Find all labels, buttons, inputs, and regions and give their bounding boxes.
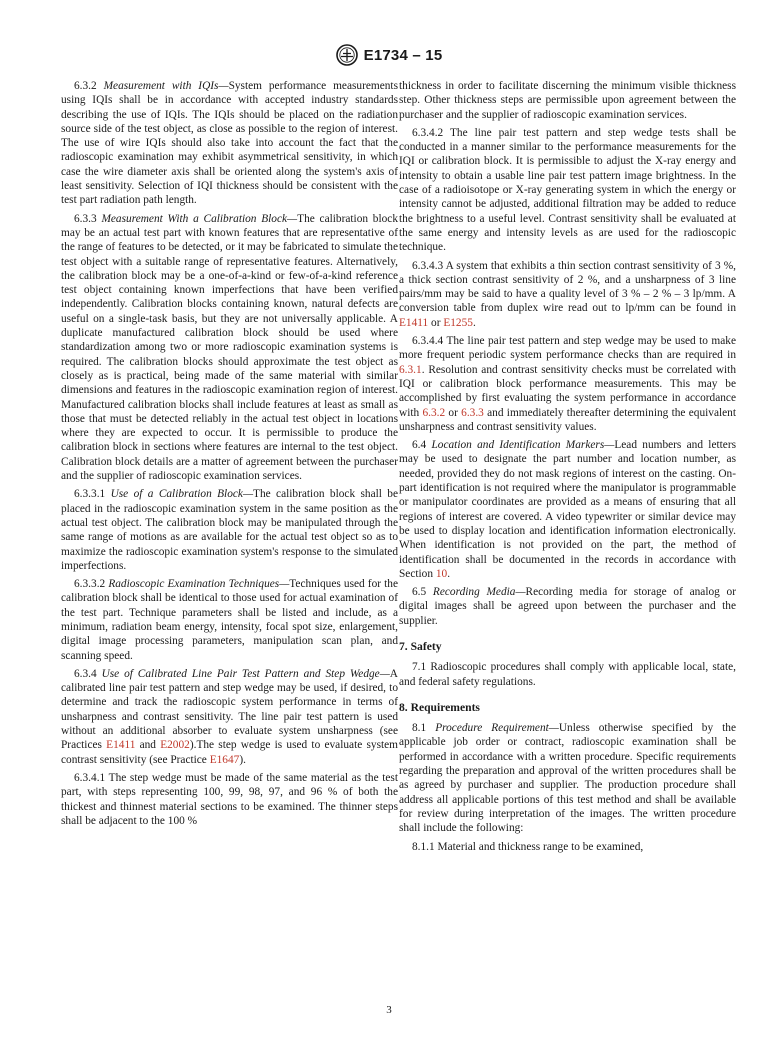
link-e1411[interactable]: E1411 — [106, 739, 136, 752]
page-number: 3 — [386, 1004, 392, 1016]
right-column — [399, 79, 736, 858]
link-6-3-1[interactable]: 6.3.1 — [399, 363, 422, 376]
left-column — [61, 79, 398, 832]
link-e1411[interactable]: E1411 — [399, 316, 429, 329]
link-section-10[interactable]: 10 — [435, 567, 448, 580]
paragraph-6-3-3: 6.3.3 Measurement With a Calibration Block—The calibration block may be an actual test part with known features that are representative of the range of features to be detected, or it may be fabricated to simulate the test object with a suitable range of representative features. Alternatively, the calibration block may be a one-of-a-kind or few-of-a-kind reference test object containing known imperfections that have been verified independently. Calibration blocks containing known, natural defects are useful on a single-task basis, but they are not universally applicable. A duplicate manufactured calibration block should be used where standardization among two or more radioscopic examination systems is required. The calibration blocks should approximate the test object as closely as is practical, being made of the same material with similar dimensions and features in the radioscopic examination region of interest. Manufactured calibration blocks shall include features at least as small as those that must be detected reliably in the actual test object in locations where they are expected to occur. It is permissible to produce the calibration block in sections where features are internal to the test object. Calibration block details are a matter of agreement between the purchaser and the supplier of radioscopic examination services. — [61, 212, 398, 483]
page-header — [0, 44, 778, 71]
paragraph-6-3-4-3: 6.3.4.3 A system that exhibits a thin section contrast sensitivity of 3 %, a thick section contrast sensitivity of 2 %, and a unsharpness of 3 line pairs/mm may be said to have a quality level of 3 % – 2 % – 3 lp/mm. A conversion table from duplex wire read out to lp/mm can be found in E1411 or E1255. — [399, 259, 736, 329]
section-heading-safety: 7. Safety — [399, 639, 442, 653]
paragraph-6-3-4: 6.3.4 Use of Calibrated Line Pair Test Pattern and Step Wedge—A calibrated line pair test pattern and step wedge may be used, if desired, to determine and track the radioscopic system performance in terms of unsharpness and contrast sensitivity. The line pair test pattern is used without an additional absorber to evaluate system unsharpness (see Practices E1411 and E2002).The step wedge is used to evaluate system contrast sensitivity (see Practice E1647). — [61, 667, 398, 766]
paragraph-6-3-4-1: 6.3.4.1 The step wedge must be made of the same material as the test part, with steps representing 100, 99, 98, 97, and 96 % of both the thickest and thinnest material sections to be examined. The thinner steps shall be adjacent to the 100 % — [61, 771, 398, 827]
paragraph-6-3-4-1-continued: thickness in order to facilitate discerning the minimum visible thickness step. Other thickness steps are permissible upon agreement between the purchaser and the supplier of radioscopic examination services. — [399, 80, 736, 121]
paragraph-6-5: 6.5 Recording Media—Recording media for storage of analog or digital images shall be agreed upon between the purchaser and the supplier. — [399, 586, 736, 627]
paragraph-6-3-4-4: 6.3.4.4 The line pair test pattern and step wedge may be used to make more frequent periodic system performance checks than are required in 6.3.1. Resolution and contrast sensitivity checks must be correlated with IQI or calibration block performance measurements. This may be accomplished by first evaluating the system performance in accordance with 6.3.2 or 6.3.3 and immediately thereafter determining the equivalent unsharpness and contrast sensitivity values. — [399, 335, 736, 433]
paragraph-8-1: 8.1 Procedure Requirement—Unless otherwise specified by the applicable job order or contract, radioscopic examination shall be performed in accordance with a written procedure. Specific requirements regarding the preparation and approval of the written procedures shall be as agreed by purchaser and supplier. The production procedure shall address all applicable portions of this test method and shall be available for review during interpretation of the images. The written procedure shall include the following: — [399, 722, 736, 835]
link-6-3-3[interactable]: 6.3.3 — [461, 406, 484, 419]
paragraph-8-1-1: 8.1.1 Material and thickness range to be examined, — [412, 840, 644, 853]
paragraph-6-3-3-2: 6.3.3.2 Radioscopic Examination Techniques—Techniques used for the calibration block shall be identical to those used for actual examination of the test part. Technique parameters shall be listed and include, as a minimum, radiation beam energy, intensity, focal spot size, enlargement, digital image processing parameters, manipulation scan plan, and scanning speed. — [61, 578, 398, 662]
paragraph-6-3-2: 6.3.2 Measurement with IQIs—System performance measurements using IQIs shall be in accordance with accepted industry standards describing the use of IQIs. The IQIs should be placed on the radiation source side of the test object, as close as possible to the region of interest. The use of wire IQIs should also take into account the fact that the radioscopic examination may exhibit asymmetrical sensitivity, in which case the wire diameter axis shall be oriented along the system's axis of least sensitivity. Selection of IQI thickness should be consistent with the test part radiation path length. — [61, 80, 398, 207]
section-heading-requirements: 8. Requirements — [399, 700, 480, 714]
link-e2002[interactable]: E2002 — [160, 739, 190, 752]
standard-number: E1734 – 15 — [363, 46, 443, 64]
link-6-3-2[interactable]: 6.3.2 — [422, 406, 446, 419]
paragraph-6-3-4-2: 6.3.4.2 The line pair test pattern and step wedge tests shall be conducted in a manner similar to the performance measurements for the IQI or calibration block. It is permissible to adjust the X-ray energy and intensity to obtain a usable line pair test pattern image brightness. In the case of a radioisotope or X-ray generating system in which the energy or intensity cannot be adjusted, additional filtration may be added to reduce the brightness to a useful level. Contrast sensitivity shall be evaluated at the same energy and intensity levels as are used for the radioscopic technique. — [399, 126, 736, 254]
link-e1647[interactable]: E1647 — [209, 753, 240, 766]
astm-logo-icon — [336, 44, 358, 66]
link-e1255[interactable]: E1255 — [443, 316, 473, 329]
paragraph-7-1: 7.1 Radioscopic procedures shall comply with applicable local, state, and federal safety regulations. — [399, 661, 736, 688]
paragraph-6-4: 6.4 Location and Identification Markers—Lead numbers and letters may be used to designate the part number and location number, as needed, provided they do not mask regions of interest on the casting. On-part identification is not required where the manipulator is programmable or manipulator coordinates are provided as a means of ensuring that all regions of interest are covered. A video typewriter or similar device may be used to display location and identification information electronically. When identification is not provided on the part, the method of identification shall be documented in the records in accordance with Section 10. — [399, 439, 737, 580]
paragraph-6-3-3-1: 6.3.3.1 Use of a Calibration Block—The calibration block shall be placed in the radioscopic examination system in the same position as the actual test object. The calibration block may be manipulated through the same range of motions as are available for the actual test object so as to maximize the radioscopic examination system's response to the simulated imperfections. — [61, 488, 398, 572]
